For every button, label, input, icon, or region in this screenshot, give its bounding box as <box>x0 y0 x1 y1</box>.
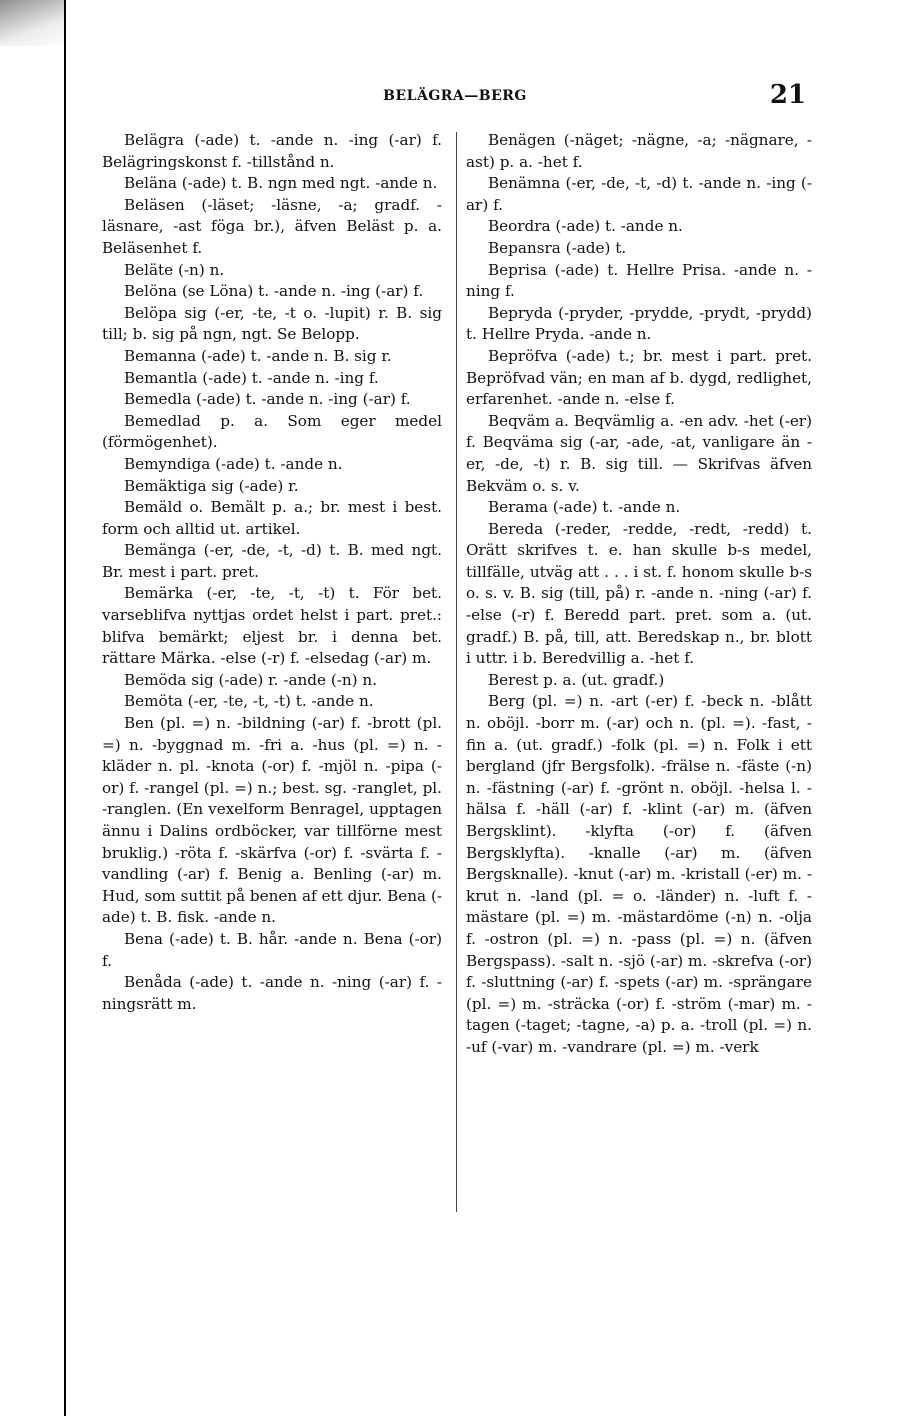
dictionary-entry: Benåda (-ade) t. -ande n. -ning (-ar) f. -ningsrätt m. <box>102 973 442 1013</box>
dictionary-entry: Bepryda (-pryder, -prydde, -prydt, -prydd) t. Hellre Pryda. -ande n. <box>466 303 812 344</box>
dictionary-entry: Berest p. a. (ut. gradf.) <box>488 670 665 689</box>
dictionary-entry: Bemäld o. Bemält p. a.; br. mest i best. form och alltid ut. artikel. <box>102 498 442 538</box>
dictionary-entry: Benägen (-näget; -nägne, -a; -nägnare, -ast) p. a. -het f. <box>466 131 812 171</box>
scan-edge-shadow <box>0 0 72 46</box>
dictionary-entry: Bemärka (-er, -te, -t, -t) t. För bet. varseblifva nyttjas ordet helst i part. pret.: blifva bemärkt; eljest br. i denna bet. rättare Märka. -else (-r) f. -elsedag (-ar) m. <box>102 584 442 668</box>
dictionary-entry: Bepröfva (-ade) t.; br. mest i part. pret. Bepröfvad vän; en man af b. dygd, redlighet, erfarenhet. -ande n. -else f. <box>466 346 812 409</box>
dictionary-entry: Bemantla (-ade) t. -ande n. -ing f. <box>124 368 379 387</box>
left-column <box>102 130 442 1015</box>
dictionary-entry: Bemänga (-er, -de, -t, -d) t. B. med ngt. Br. mest i part. pret. <box>102 541 442 581</box>
dictionary-entry: Ben (pl. =) n. -bildning (-ar) f. -brott (pl. =) n. -byggnad m. -fri a. -hus (pl. =) n. -kläder n. pl. -knota (-or) f. -mjöl n. -pipa (-or) f. -rangel (pl. =) n.; best. sg. -ranglet, pl. -ranglen. (En vexelform Benragel, upptagen ännu i Dalins ordböcker, var tillförne mest bruklig.) -röta f. -skärfva (-or) f. -svärta f. -vandling (-ar) f. Benig a. Benling (-ar) m. Hud, som suttit på benen af ett djur. Bena (-ade) t. B. fisk. -ande n. <box>102 714 442 927</box>
dictionary-entry: Bepansra (-ade) t. <box>488 238 627 257</box>
column-divider <box>456 132 457 1212</box>
dictionary-entry: Beläsen (-läset; -läsne, -a; gradf. -läsnare, -ast föga br.), äfven Beläst p. a. Beläsenhet f. <box>102 195 442 257</box>
dictionary-entry: Bemäktiga sig (-ade) r. <box>124 476 299 495</box>
dictionary-entry: Bena (-ade) t. B. hår. -ande n. Bena (-or) f. <box>102 929 442 970</box>
dictionary-entry: Beqväm a. Beqvämlig a. -en adv. -het (-er) f. Beqväma sig (-ar, -ade, -at, vanligare än -er, -de, -t) r. B. sig till. — Skrifvas äfven Bekväm o. s. v. <box>466 411 812 495</box>
dictionary-entry: Beläte (-n) n. <box>124 260 225 279</box>
dictionary-entry: Belöna (se Löna) t. -ande n. -ing (-ar) f. <box>124 282 424 301</box>
dictionary-entry: Beläna (-ade) t. B. ngn med ngt. -ande n. <box>124 174 438 193</box>
dictionary-entry: Berama (-ade) t. -ande n. <box>488 498 681 517</box>
dictionary-entry: Berg (pl. =) n. -art (-er) f. -beck n. -blått n. oböjl. -borr m. (-ar) och n. (pl. =). -fast, -fin a. (ut. gradf.) -folk (pl. =) n. Folk i ett bergland (jfr Bergsfolk). -frälse n. -fäste (-n) n. -fästning (-ar) f. -grönt n. oböjl. -helsa l. -hälsa f. -häll (-ar) f. -klint (-ar) m. (äfven Bergsklint). -klyfta (-or) f. (äfven Bergsklyfta). -knalle (-ar) m. (äfven Bergsknalle). -knut (-ar) m. -kristall (-er) m. -krut n. -land (pl. = o. -länder) n. -luft f. -mästare (pl. =) m. -mästardöme (-n) n. -olja f. -ostron (pl. =) n. -pass (pl. =) n. (äfven Bergspass). -salt n. -sjö (-ar) m. -skrefva (-or) f. -sluttning (-ar) f. -spets (-ar) m. -sprängare (pl. =) m. -sträcka (-or) f. -ström (-mar) m. -tagen (-taget; -tagne, -a) p. a. -troll (pl. =) n. -uf (-var) m. -vandrare (pl. =) m. -verk <box>466 692 812 1056</box>
right-column <box>466 130 812 1059</box>
dictionary-entry: Belöpa sig (-er, -te, -t o. -lupit) r. B. sig till; b. sig på ngn, ngt. Se Belopp. <box>102 303 442 344</box>
running-title: BELÄGRA—BERG <box>383 88 527 104</box>
page-header <box>100 80 810 120</box>
dictionary-entry: Belägra (-ade) t. -ande n. -ing (-ar) f. Belägringskonst f. -tillstånd n. <box>102 131 442 171</box>
dictionary-entry: Bemöda sig (-ade) r. -ande (-n) n. <box>124 670 378 689</box>
dictionary-entry: Beprisa (-ade) t. Hellre Prisa. -ande n. -ning f. <box>466 260 812 301</box>
dictionary-entry: Bemyndiga (-ade) t. -ande n. <box>124 454 343 473</box>
dictionary-entry: Bereda (-reder, -redde, -redt, -redd) t. Orätt skrifves t. e. han skulle b-s medel, tillfälle, utväg att . . . i st. f. honom skulle b-s o. s. v. B. sig (till, på) r. -ande n. -ning (-ar) f. -else (-r) f. Beredd part. pret. som a. (ut. gradf.) B. på, till, att. Beredskap n., br. blott i uttr. i b. Beredvillig a. -het f. <box>466 519 812 668</box>
dictionary-entry: Bemedlad p. a. Som eger medel (förmögenhet). <box>102 411 442 452</box>
dictionary-entry: Beordra (-ade) t. -ande n. <box>488 217 683 236</box>
dictionary-entry: Bemanna (-ade) t. -ande n. B. sig r. <box>124 346 392 365</box>
dictionary-entry: Benämna (-er, -de, -t, -d) t. -ande n. -ing (-ar) f. <box>466 174 812 214</box>
dictionary-entry: Bemöta (-er, -te, -t, -t) t. -ande n. <box>124 692 374 711</box>
page-number: 21 <box>769 80 806 110</box>
dictionary-entry: Bemedla (-ade) t. -ande n. -ing (-ar) f. <box>124 390 411 409</box>
